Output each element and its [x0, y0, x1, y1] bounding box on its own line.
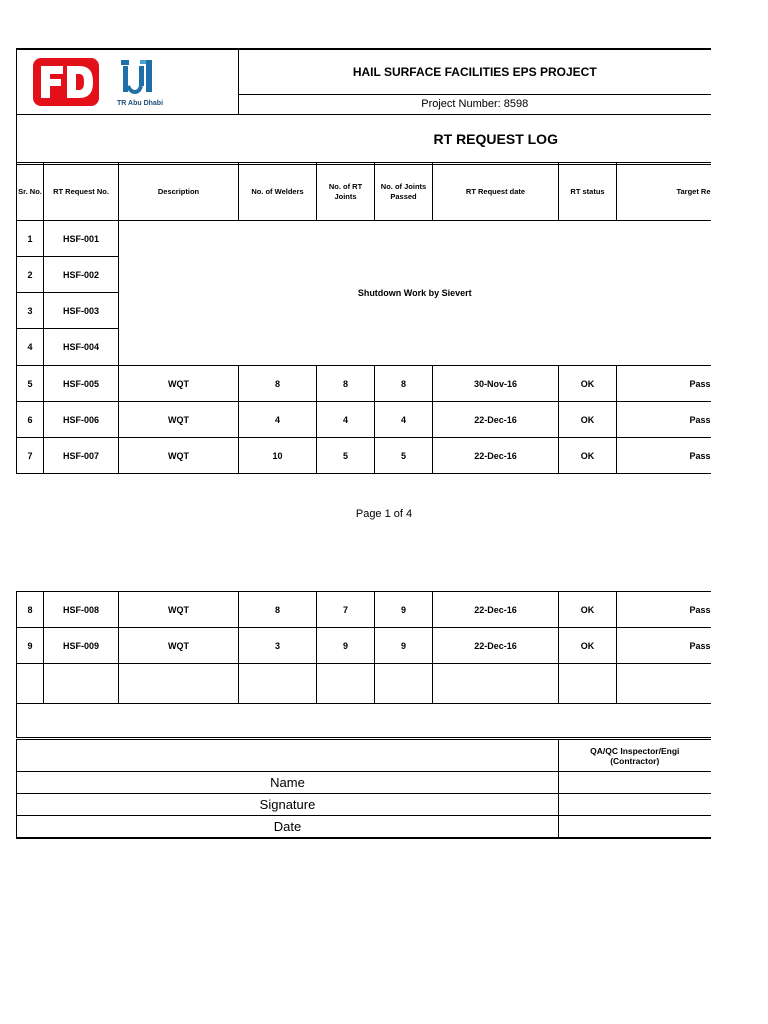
cell-req: HSF-005 [44, 366, 119, 402]
cell-passed: 4 [375, 402, 433, 438]
cell-empty [239, 664, 317, 704]
cell-spacer [17, 704, 711, 738]
signoff-row [17, 816, 711, 838]
table-row-empty [17, 664, 711, 704]
cell-date: 22-Dec-16 [433, 438, 559, 474]
cell-target: Pass [617, 592, 711, 628]
col-header: No. of Joints Passed [375, 163, 433, 221]
table-row [17, 366, 711, 402]
cell-sr: 2 [17, 257, 44, 293]
cell-welders: 4 [239, 402, 317, 438]
table-row [17, 402, 711, 438]
cell-passed: 9 [375, 628, 433, 664]
cell-sr: 6 [17, 402, 44, 438]
col-header: Target Re [617, 163, 711, 221]
signoff-table [16, 739, 711, 839]
cell-desc: WQT [119, 402, 239, 438]
cell-date: 22-Dec-16 [433, 592, 559, 628]
table-row [17, 221, 711, 257]
cell-empty [17, 664, 44, 704]
cell-req: HSF-002 [44, 257, 119, 293]
cell-req: HSF-009 [44, 628, 119, 664]
signoff-name-label: Name [17, 772, 559, 794]
cell-sr: 7 [17, 438, 44, 474]
cell-welders: 8 [239, 366, 317, 402]
signoff-signature-label: Signature [17, 794, 559, 816]
cell-sr: 8 [17, 592, 44, 628]
cell-empty [559, 664, 617, 704]
cell-sr: 4 [17, 329, 44, 366]
cell-target: Pass [617, 366, 711, 402]
cell-target: Pass [617, 438, 711, 474]
cell-target: Pass [617, 628, 711, 664]
col-header: No. of RT Joints [317, 163, 375, 221]
cell-sr: 9 [17, 628, 44, 664]
project-number: Project Number: 8598 [239, 94, 711, 114]
cell-passed: 8 [375, 366, 433, 402]
cell-status: OK [559, 438, 617, 474]
cell-status: OK [559, 366, 617, 402]
cell-rt-joints: 7 [317, 592, 375, 628]
cell-req: HSF-008 [44, 592, 119, 628]
cell-rt-joints: 4 [317, 402, 375, 438]
cell-rt-joints: 5 [317, 438, 375, 474]
signoff-name-field[interactable] [559, 772, 711, 794]
col-header: RT status [559, 163, 617, 221]
cell-status: OK [559, 592, 617, 628]
cell-status: OK [559, 628, 617, 664]
cell-date: 22-Dec-16 [433, 628, 559, 664]
col-header: RT Request No. [44, 163, 119, 221]
signoff-row [17, 794, 711, 816]
signoff-signature-field[interactable] [559, 794, 711, 816]
table-header-row [17, 163, 711, 221]
cell-sr: 3 [17, 293, 44, 329]
cell-req: HSF-006 [44, 402, 119, 438]
cell-welders: 8 [239, 592, 317, 628]
col-header: RT Request date [433, 163, 559, 221]
cell-req: HSF-004 [44, 329, 119, 366]
cell-desc: WQT [119, 592, 239, 628]
fd-logo-icon [33, 58, 99, 106]
logo-cell [17, 49, 239, 114]
table-row [17, 438, 711, 474]
cell-empty [617, 664, 711, 704]
page-number: Page 1 of 4 [355, 508, 413, 520]
cell-welders: 10 [239, 438, 317, 474]
signoff-role: QA/QC Inspector/Engi (Contractor) [559, 740, 711, 772]
cell-welders: 3 [239, 628, 317, 664]
table-row [17, 592, 711, 628]
spacer-row [17, 704, 711, 738]
col-header: Sr. No. [17, 163, 44, 221]
cell-empty [433, 664, 559, 704]
cell-sr: 1 [17, 221, 44, 257]
cell-status: OK [559, 402, 617, 438]
cell-desc: WQT [119, 438, 239, 474]
cell-passed: 9 [375, 592, 433, 628]
cell-date: 22-Dec-16 [433, 402, 559, 438]
rt-log-table-page2 [16, 591, 711, 738]
shutdown-note: Shutdown Work by Sievert [119, 221, 711, 366]
cell-empty [119, 664, 239, 704]
project-title: HAIL SURFACE FACILITIES EPS PROJECT [239, 49, 711, 94]
cell-req: HSF-003 [44, 293, 119, 329]
cell-req: HSF-007 [44, 438, 119, 474]
cell-empty [44, 664, 119, 704]
cell-target: Pass [617, 402, 711, 438]
tr-logo-icon [117, 56, 161, 104]
cell-rt-joints: 8 [317, 366, 375, 402]
cell-empty [317, 664, 375, 704]
col-header: No. of Welders [239, 163, 317, 221]
header-table [16, 48, 711, 165]
signoff-blank [17, 740, 559, 772]
signoff-row [17, 772, 711, 794]
signoff-header-row [17, 740, 711, 772]
signoff-date-label: Date [17, 816, 559, 838]
cell-sr: 5 [17, 366, 44, 402]
signoff-date-field[interactable] [559, 816, 711, 838]
cell-desc: WQT [119, 366, 239, 402]
cell-empty [375, 664, 433, 704]
rt-log-table [16, 162, 711, 474]
table-row [17, 628, 711, 664]
cell-desc: WQT [119, 628, 239, 664]
cell-req: HSF-001 [44, 221, 119, 257]
col-header: Description [119, 163, 239, 221]
tr-logo-caption: TR Abu Dhabi [117, 100, 164, 107]
log-title: RT REQUEST LOG [17, 114, 711, 164]
cell-passed: 5 [375, 438, 433, 474]
cell-rt-joints: 9 [317, 628, 375, 664]
cell-date: 30-Nov-16 [433, 366, 559, 402]
